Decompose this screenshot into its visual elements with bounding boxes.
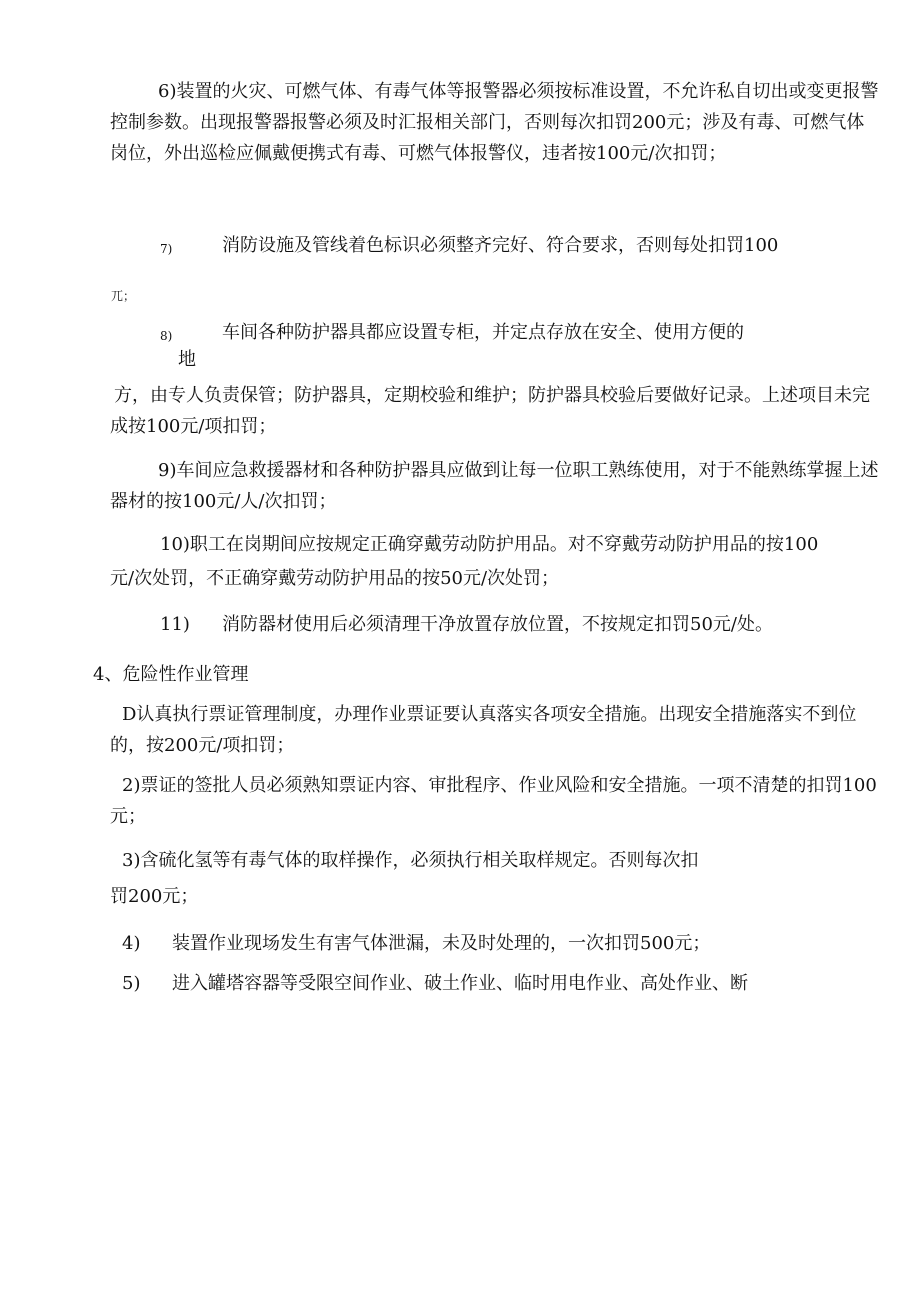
item-10-line-1: 10)职工在岗期间应按规定正确穿戴劳动防护用品。对不穿戴劳动防护用品的按100 (160, 534, 819, 555)
item-7-tail: 兀； (111, 289, 136, 303)
section-4-item-5-text: 进入罐塔容器等受限空间作业、破土作业、临时用电作业、高处作业、断 (172, 973, 748, 994)
section-4-item-1: D认真执行票证管理制度，办理作业票证要认真落实各项安全措施。出现安全措施落实不到位的，按200元/项扣罚； (110, 704, 857, 756)
item-6-paragraph: 6)装置的火灾、可燃气体、有毒气体等报警器必须按标准设置，不允许私自切出或变更报警控制参数。出现报警器报警必须及时汇报相关部门，否则每次扣罚200元；涉及有毒、可燃气体岗位，外出巡检应佩戴便携式有毒、可燃气体报警仪，违者按100元/次扣罚； (110, 81, 879, 164)
section-4-item-3-line-2: 罚200元； (110, 886, 199, 907)
section-4-item-5-number: 5) (122, 973, 141, 994)
item-8-number: 8) (160, 329, 173, 343)
section-4-item-2: 2)票证的签批人员必须熟知票证内容、审批程序、作业风险和安全措施。一项不清楚的扣罚100元； (110, 775, 877, 827)
item-11-number: 11) (160, 614, 190, 635)
item-7-text: 消防设施及管线着色标识必须整齐完好、符合要求，否则每处扣罚100 (222, 235, 779, 256)
section-4-item-4-text: 装置作业现场发生有害气体泄漏，未及时处理的，一次扣罚500元； (172, 933, 711, 954)
item-11-text: 消防器材使用后必须清理干净放置存放位置，不按规定扣罚50元/处。 (222, 614, 773, 635)
item-8-di: 地 (178, 349, 196, 370)
item-7-number: 7) (160, 242, 173, 256)
section-4-heading: 4、危险性作业管理 (93, 664, 249, 685)
section-4-item-4-number: 4) (122, 933, 141, 954)
item-8-text: 车间各种防护器具都应设置专柜，并定点存放在安全、使用方便的 (222, 322, 744, 343)
item-8-rest: 方，由专人负责保管；防护器具，定期校验和维护；防护器具校验后要做好记录。上述项目未完成按100元/项扣罚； (110, 385, 870, 437)
item-10-line-2: 元/次处罚，不正确穿戴劳动防护用品的按50元/次处罚； (110, 568, 560, 589)
item-9-paragraph: 9)车间应急救援器材和各种防护器具应做到让每一位职工熟练使用，对于不能熟练掌握上述器材的按100元/人/次扣罚； (110, 460, 879, 512)
section-4-item-3-line-1: 3)含硫化氢等有毒气体的取样操作，必须执行相关取样规定。否则每次扣 (122, 850, 699, 871)
